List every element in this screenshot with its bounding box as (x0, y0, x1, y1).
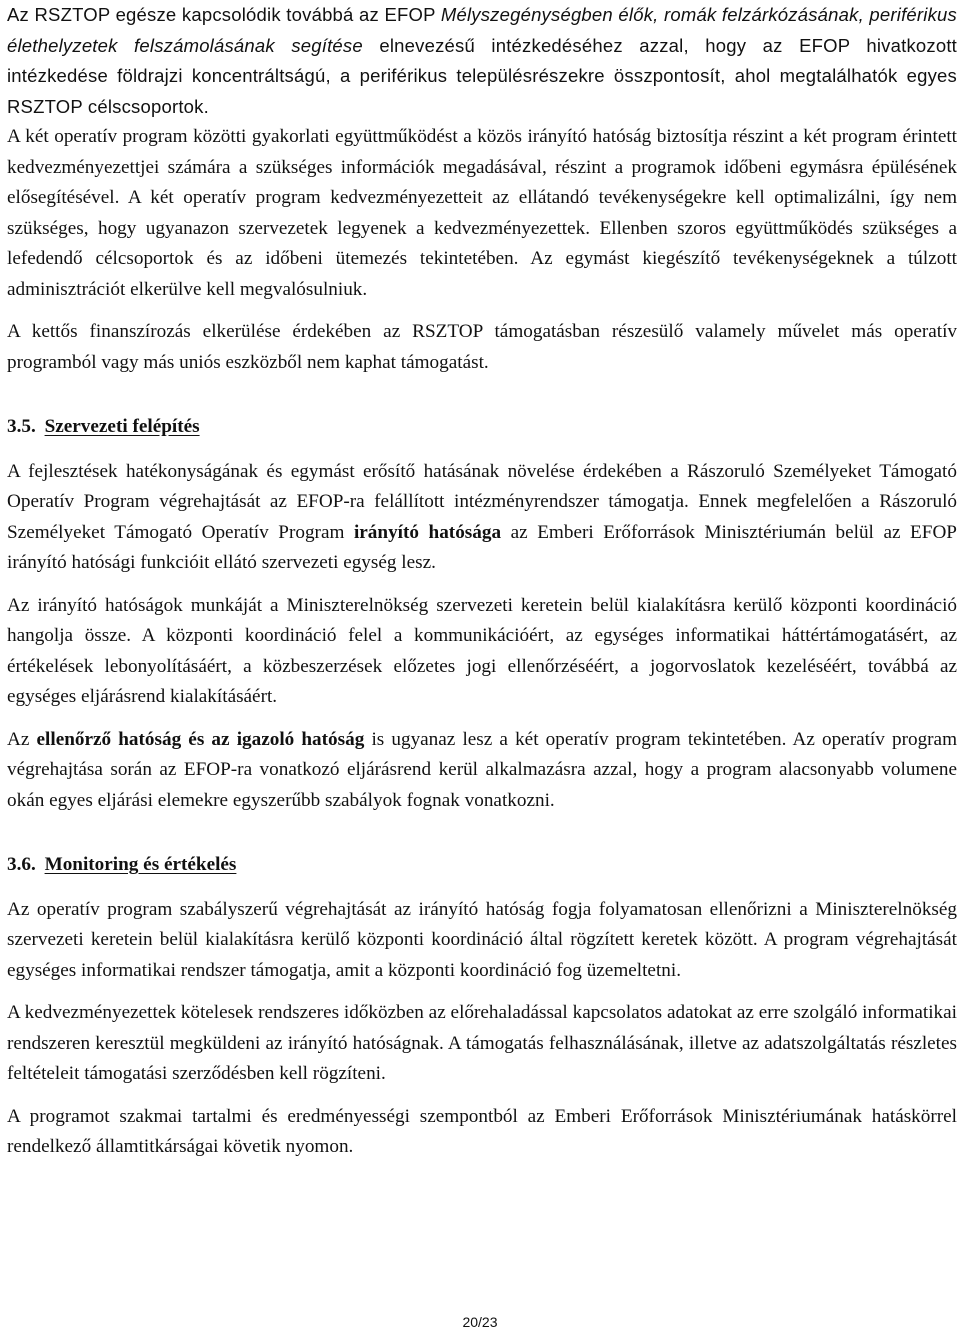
section-title: Szervezeti felépítés (44, 416, 200, 437)
monitoring-paragraph-1: Az operatív program szabályszerű végrehajtását az irányító hatóság fogja folyamatosan ellenőrizni a Miniszterelnökség szervezeti keretein belül kialakításra kerülő központi koordináció által rögzített keretek között. A program végrehajtását egységes informatikai rendszer támogatja, amit a központi koordináció fog üzemeltetni. (7, 898, 957, 981)
cooperation-text-end: A két operatív program kedvezményezetteit az ellátandó tevékenységekre kell optimalizálni, így nem szükséges, hogy ugyanazon szervezetek legyenek a kedvezményezettek. Ellenben szoros együttműködés szükséges a lefedendő célcsoportok és az időbeni ütemezés tekintetében. Az egymást kiegészítő tevékenységeknek a túlzott adminisztrációt elkerülve kell megvalósulniuk. (7, 187, 957, 300)
section-number: 3.6. (7, 854, 36, 875)
monitoring-paragraph-2: A kedvezményezettek kötelesek rendszeres időközben az előrehaladással kapcsolatos adatokat az erre szolgáló informatikai rendszeren keresztül megküldeni az irányító hatóságnak. A támogatás felhasználásának, illetve az adatszolgáltatás részletes feltételeit támogatási szerződésben kell rögzíteni. (7, 1002, 957, 1084)
intro-measure-title: Mélyszegénységben élők, romák felzárkózásának, periférikus élethelyzetek felszámolásának segítése (7, 4, 957, 56)
org-paragraph-3 (7, 725, 957, 817)
intro-paragraph (7, 0, 957, 122)
org-text-end: az Emberi Erőforrások Minisztériumán belül az EFOP irányító hatósági funkcióit ellátó szervezeti egység lesz. (7, 521, 957, 573)
document-page (7, 0, 957, 1163)
double-financing-paragraph: A kettős finanszírozás elkerülése érdekében az RSZTOP támogatásban részesülő valamely művelet más operatív programból vagy más uniós eszközből nem kaphat támogatást. (7, 321, 957, 373)
org3-text-start: Az (7, 728, 37, 750)
intro-text-end: elnevezésű intézkedéséhez azzal, hogy az EFOP hivatkozott intézkedése földrajzi koncentráltságú, a periférikus településrészekre összpontosít, ahol megtalálhatók egyes RSZTOP célscsoportok. (7, 34, 958, 117)
section-heading-3-6 (7, 850, 957, 881)
org-text-start: A fejlesztések hatékonyságának és egymást erősítő hatásának növelése érdekében a Rászoruló Személyeket Támogató Operatív Program végrehajtását az EFOP-ra felállított intézményrendszer támogatja. Ennek megfelelően a Rászoruló Személyeket Támogató Operatív Program (7, 460, 957, 543)
monitoring-paragraph-3: A programot szakmai tartalmi és eredményességi szempontból az Emberi Erőforrások Minisztériumának hatáskörrel rendelkező államtitkárságai követik nyomon. (7, 1105, 957, 1157)
cooperation-paragraph (7, 122, 957, 305)
section-heading-3-5 (7, 412, 957, 443)
intro-text-start: Az RSZTOP egésze kapcsolódik továbbá az EFOP (7, 4, 441, 25)
org-paragraph-1 (7, 457, 957, 579)
org3-bold-term: ellenőrző hatóság és az igazoló hatóság (36, 728, 365, 750)
page-number: 20/23 (462, 1314, 498, 1330)
org-paragraph-2: Az irányító hatóságok munkáját a Miniszterelnökség szervezeti keretein belül kialakításra kerülő központi koordináció hangolja össze. A központi koordináció felel a kommunikációért, az egységes informatikai háttértámogatásért, az értékelések lebonyolításáért, a közbeszerzések előzetes jogi ellenőrzéséért, a jogorvoslatok kezeléséért, továbbá az egységes eljárásrend kialakításáért. (7, 594, 957, 707)
section-title: Monitoring és értékelés (44, 854, 237, 875)
org3-text-end: is ugyanaz lesz a két operatív program tekintetében. Az operatív program végrehajtása során az EFOP-ra vonatkozó eljárásrend kerül alkalmazásra azzal, hogy a program alacsonyabb volumene okán egyes eljárási elemekre egyszerűbb szabályok fognak vonatkozni. (7, 728, 958, 811)
org-bold-term: irányító hatósága (353, 521, 502, 543)
section-number: 3.5. (7, 416, 36, 437)
cooperation-text-start: A két operatív program közötti gyakorlati együttműködést a közös irányító hatóság biztosítja részint a két program érintett kedvezményezettjei számára a szükséges információk megadásával, részint a programok időbeni egymásra épülésének elősegítésével. (7, 126, 957, 208)
